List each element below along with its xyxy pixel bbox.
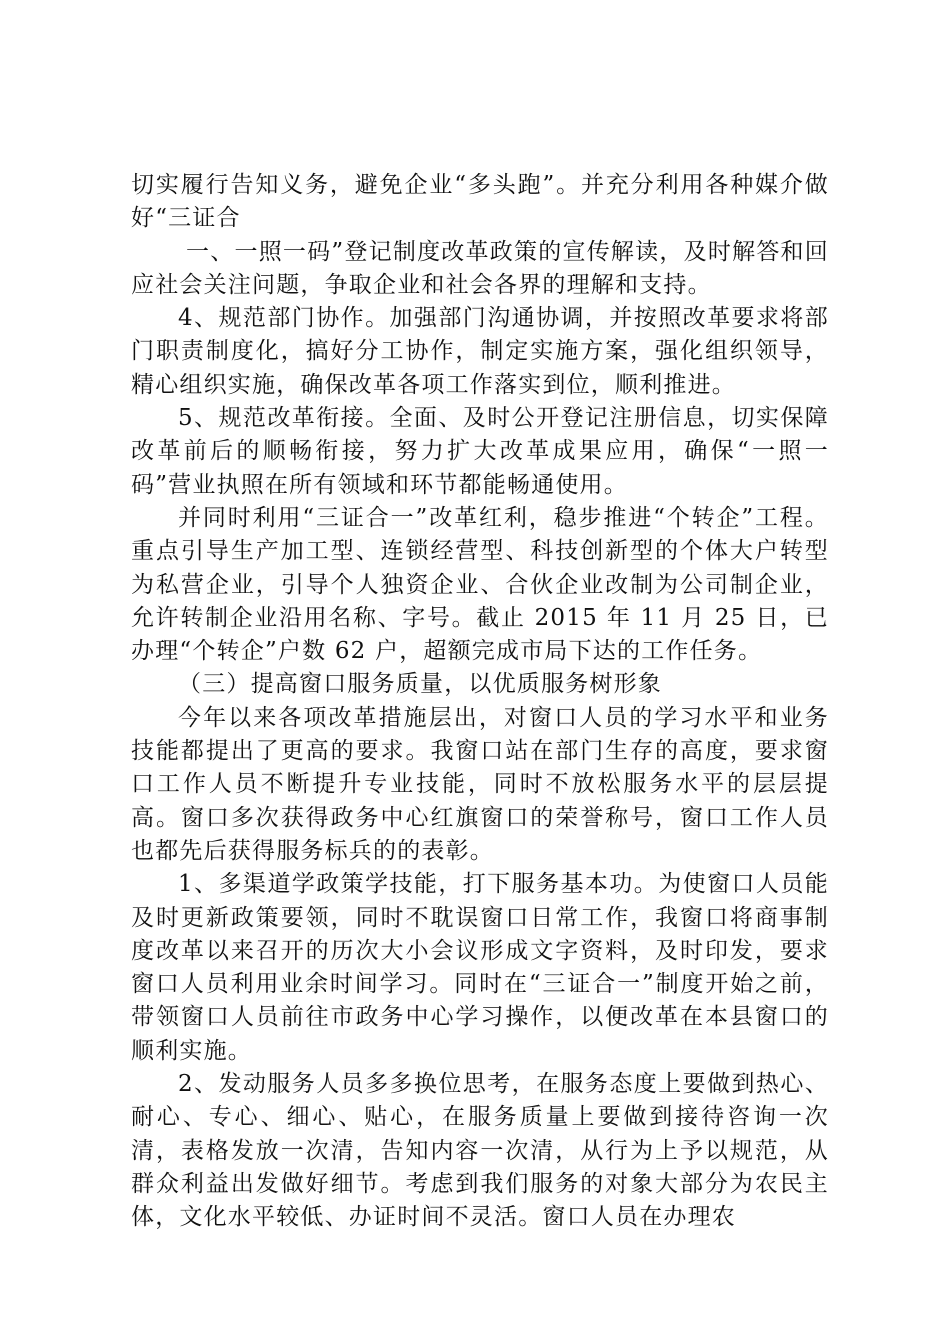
document-body [131, 169, 829, 1235]
paragraph-8: 2、发动服务人员多多换位思考，在服务态度上要做到热心、耐心、专心、细心、贴心，在服务质量上要做到接待咨询一次清，表格发放一次清，告知内容一次清，从行为上予以规范，从群众利益出发做好细节。考虑到我们服务的对象大部分为农民主体，文化水平较低、办证时间不灵活。窗口人员在办理农 [131, 1071, 829, 1231]
paragraph-5: 并同时利用“三证合一”改革红利，稳步推进“个转企”工程。重点引导生产加工型、连锁经营型、科技创新型的个体大户转型为私营企业，引导个人独资企业、合伙企业改制为公司制企业，允许转制企业沿用名称、字号。截止 2015 年 11 月 25 日，已办理“个转企”户数 62 户，超额完成市局下达的工作任务。 [131, 504, 829, 665]
paragraph-2: 一、一照一码”登记制度改革政策的宣传解读，及时解答和回应社会关注问题，争取企业和社会各界的理解和支持。 [131, 238, 829, 298]
paragraph-3: 4、规范部门协作。加强部门沟通协调，并按照改革要求将部门职责制度化，搞好分工协作，制定实施方案，强化组织领导，精心组织实施，确保改革各项工作落实到位，顺利推进。 [131, 305, 829, 398]
paragraph-7: 1、多渠道学政策学技能，打下服务基本功。为使窗口人员能及时更新政策要领，同时不耽误窗口日常工作，我窗口将商事制度改革以来召开的历次大小会议形成文字资料，及时印发，要求窗口人员利用业余时间学习。同时在“三证合一”制度开始之前，带领窗口人员前往市政务中心学习操作，以便改革在本县窗口的顺利实施。 [131, 871, 829, 1064]
paragraph-4: 5、规范改革衔接。全面、及时公开登记注册信息，切实保障改革前后的顺畅衔接，努力扩大改革成果应用，确保“一照一码”营业执照在所有领域和环节都能畅通使用。 [131, 405, 829, 498]
section-heading: （三）提高窗口服务质量，以优质服务树形象 [178, 671, 662, 698]
paragraph-1: 切实履行告知义务，避免企业“多头跑”。并充分利用各种媒介做好“三证合 [131, 172, 829, 232]
paragraph-6: 今年以来各项改革措施层出，对窗口人员的学习水平和业务技能都提出了更高的要求。我窗口站在部门生存的高度，要求窗口工作人员不断提升专业技能，同时不放松服务水平的层层提高。窗口多次获得政务中心红旗窗口的荣誉称号，窗口工作人员也都先后获得服务标兵的的表彰。 [131, 704, 829, 864]
